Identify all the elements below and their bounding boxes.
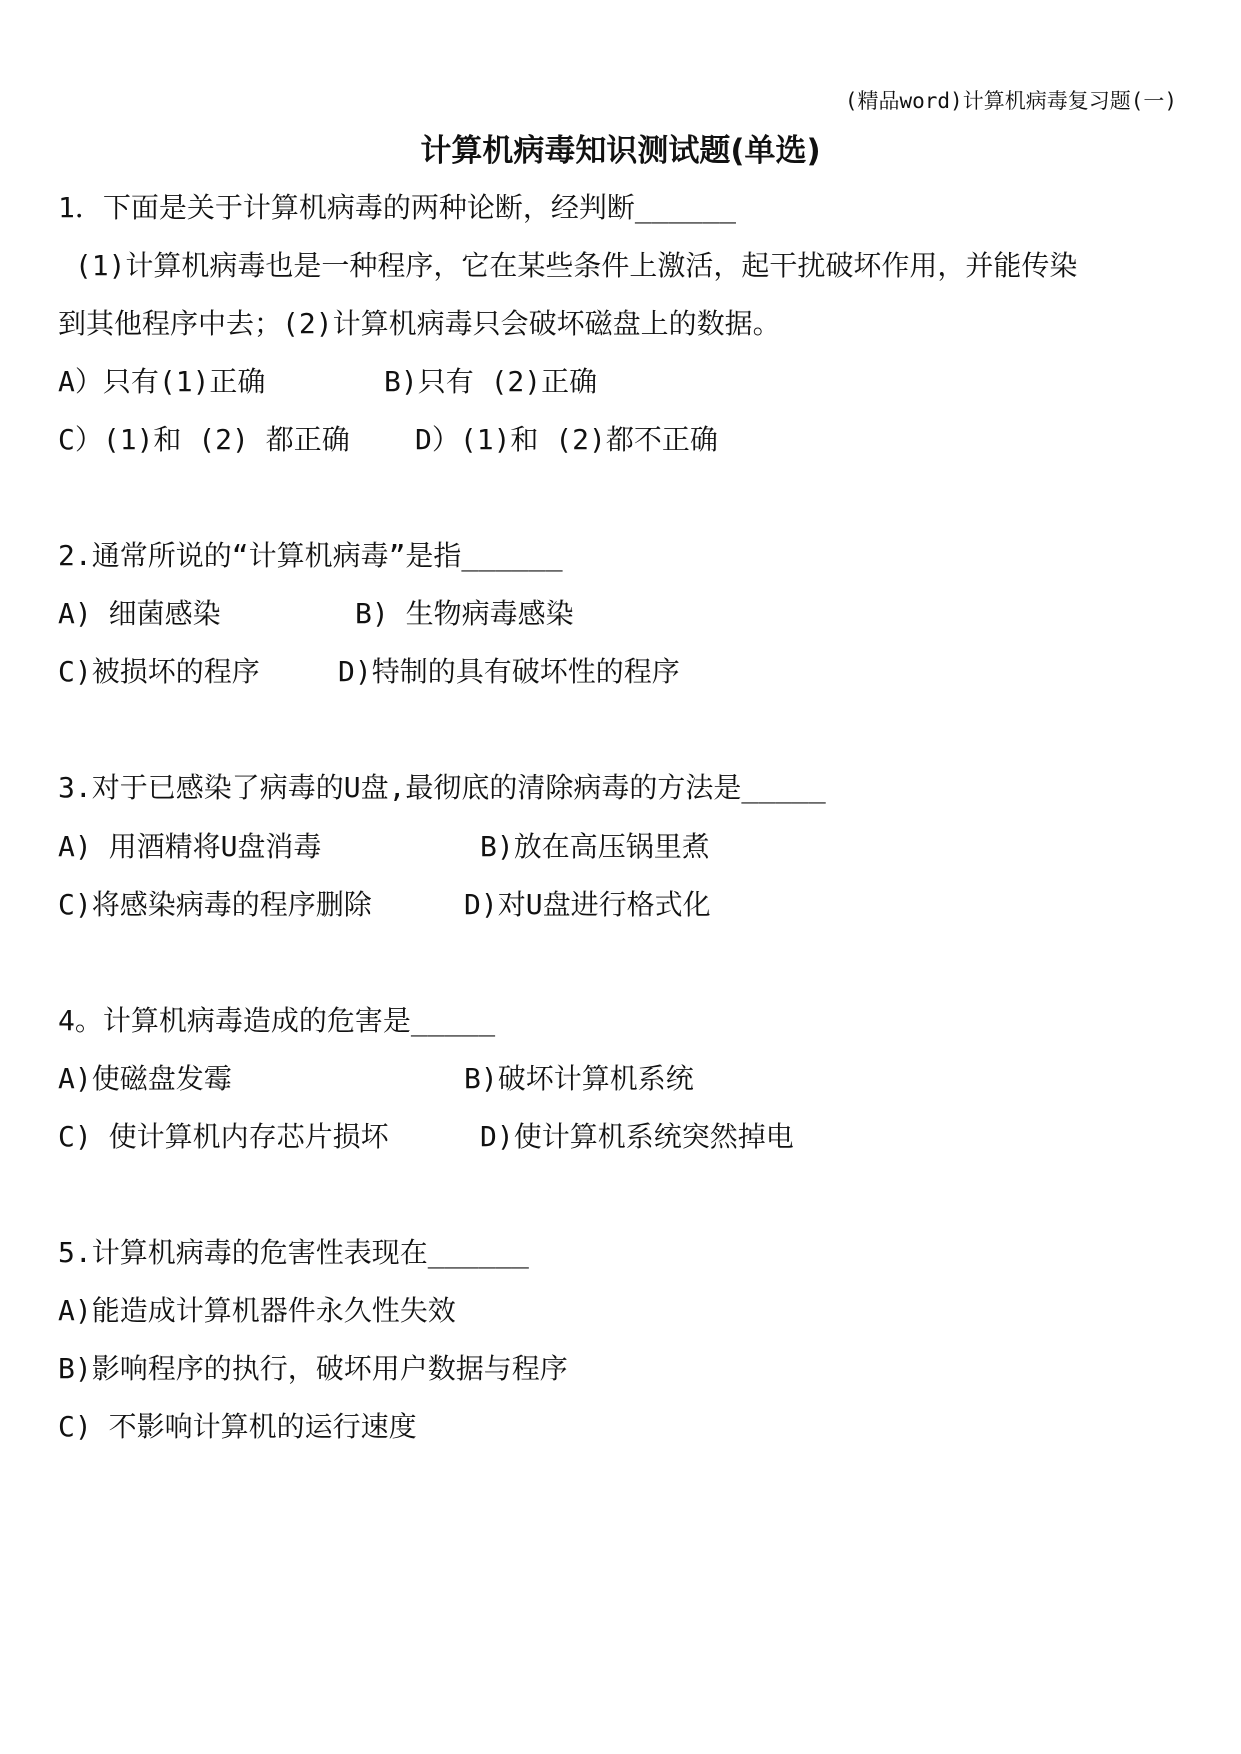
question-1-stem-line-2: (1)计算机病毒也是一种程序，它在某些条件上激活，起干扰破坏作用，并能传染 bbox=[58, 249, 1078, 282]
question-3-option-a: A) 用酒精将U盘消毒 bbox=[58, 830, 322, 863]
question-3-option-d: D)对U盘进行格式化 bbox=[464, 888, 711, 921]
running-header: (精品word)计算机病毒复习题(一) bbox=[844, 89, 1177, 113]
question-3-option-c: C)将感染病毒的程序删除 bbox=[58, 888, 372, 921]
question-5-option-c: C) 不影响计算机的运行速度 bbox=[58, 1410, 417, 1443]
question-2-option-a: A) 细菌感染 bbox=[58, 597, 221, 630]
question-2-option-b: B) 生物病毒感染 bbox=[355, 597, 574, 630]
question-4-option-c: C) 使计算机内存芯片损坏 bbox=[58, 1120, 389, 1153]
question-4-option-d: D)使计算机系统突然掉电 bbox=[480, 1120, 794, 1153]
question-5-option-a: A)能造成计算机器件永久性失效 bbox=[58, 1294, 456, 1327]
question-4-stem-line-1: 4。计算机病毒造成的危害是_____ bbox=[58, 1004, 496, 1037]
question-1-option-a: A）只有(1)正确 bbox=[58, 365, 266, 398]
question-2-option-c: C)被损坏的程序 bbox=[58, 655, 260, 688]
document-title: 计算机病毒知识测试题(单选) bbox=[420, 133, 821, 169]
question-1-option-b: B)只有 (2)正确 bbox=[384, 365, 598, 398]
question-2-stem-line-1: 2.通常所说的“计算机病毒”是指______ bbox=[58, 539, 563, 572]
question-4-option-a: A)使磁盘发霉 bbox=[58, 1062, 232, 1095]
question-1-option-c: C）(1)和 (2) 都正确 bbox=[58, 423, 350, 456]
question-3-stem-line-1: 3.对于已感染了病毒的U盘,最彻底的清除病毒的方法是_____ bbox=[58, 771, 826, 804]
question-2-option-d: D)特制的具有破坏性的程序 bbox=[338, 655, 680, 688]
question-1-option-d: D）(1)和 (2)都不正确 bbox=[415, 423, 718, 456]
question-3-option-b: B)放在高压锅里煮 bbox=[480, 830, 710, 863]
question-1-stem-line-3: 到其他程序中去；(2)计算机病毒只会破坏磁盘上的数据。 bbox=[58, 307, 781, 340]
question-5-stem-line-1: 5.计算机病毒的危害性表现在______ bbox=[58, 1236, 529, 1269]
question-4-option-b: B)破坏计算机系统 bbox=[464, 1062, 694, 1095]
question-1-stem-line-1: 1．下面是关于计算机病毒的两种论断，经判断______ bbox=[58, 191, 737, 224]
question-5-option-b: B)影响程序的执行，破坏用户数据与程序 bbox=[58, 1352, 568, 1385]
